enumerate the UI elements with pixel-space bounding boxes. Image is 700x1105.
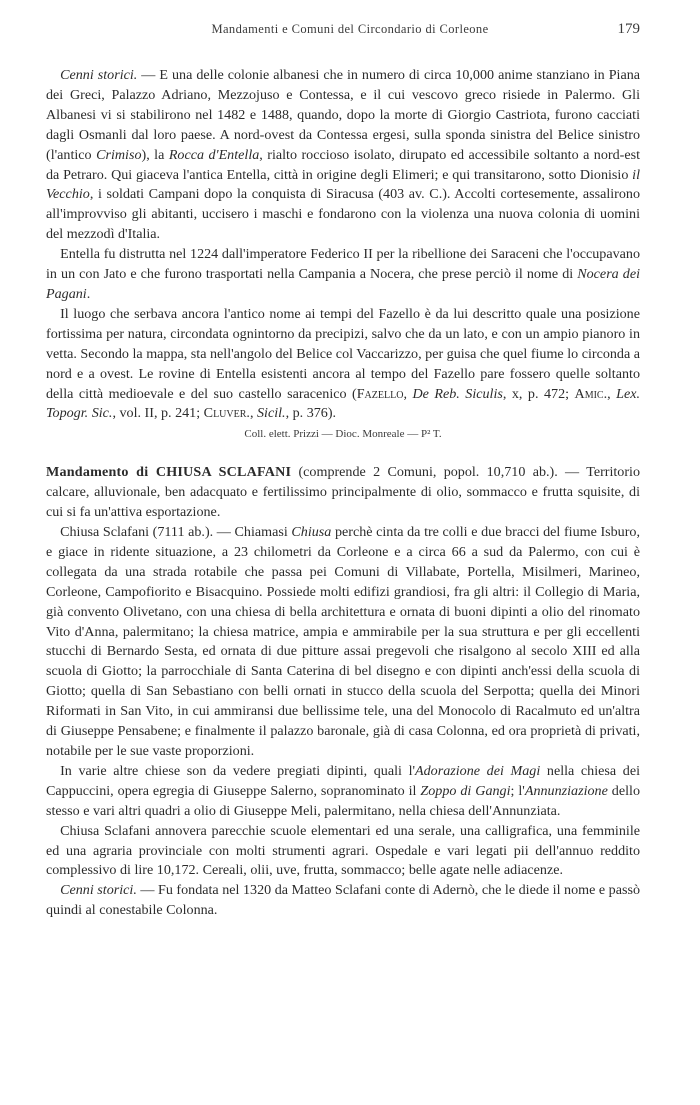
citation-author: Amic. — [574, 385, 608, 402]
paragraph-fazello — [46, 305, 640, 424]
text-span: , — [403, 385, 413, 402]
section-label: Cenni storici. — [60, 67, 138, 83]
text-span: ; l' — [510, 782, 525, 799]
italic-term: il Vecchio — [46, 166, 640, 203]
citation-author: Cluver. — [203, 405, 250, 422]
paragraph-paintings — [46, 762, 640, 822]
text-span: dello stesso e vari altri quadri a olio di Giuseppe Meli, palermitano, nella chiesa dell'Annunziata. — [46, 782, 640, 819]
text-span: , p. 376). — [285, 405, 337, 422]
italic-term: Zoppo di Gangi — [420, 782, 511, 799]
paragraph-mandamento-chiusa-sclafani — [46, 463, 640, 523]
text-span: ), la — [141, 146, 169, 163]
text-span: , rialto roccioso isolato, dirupato ed accessibile soltanto a nord-est da Petraro. Qui giaceva l'antica Entella, città in origine degli Elimeri; e qui transitarono, sotto Dionisio — [46, 146, 640, 183]
paragraph-chiusa-sclafani — [46, 523, 640, 762]
text-span: , vol. II, p. 241; — [112, 405, 204, 422]
italic-term: Chiusa — [291, 524, 332, 541]
citation-author: Fazello — [356, 385, 404, 402]
page-header — [0, 22, 700, 44]
text-span: perchè cinta da tre colli e due bracci del fiume Isburo, e giace in ridente situazione, a 23 chilometri da Corleone e a circa 66 a sud da Palermo, con cui è collegata da una strada rotabile che passa pei Comuni di Villabate, Portella, Misilmeri, Marineo, Corleone, Campofiorito e Bisacquino. Possiede molti edifizi grandiosi, fra gli altri: il Collegio di Maria, già convento Olivetano, con una chiesa di bella architettura e ornata di buoni dipinti a olio del rinomato Vito d'Anna, palermitano; la chiesa matrice, ampia e ammirabile per la sua struttura e per gli eccellenti stucchi di Bernardo Sesta, ed ornata di due pitture assai pregevoli che risalgono al secolo XIII ed alla scuola di Giotto; la parrocchiale di Santa Caterina di bel disegno e con dipinti anch'essi della scuola di Giotto; quella di San Sebastiano con belli ornati in stucco della scuola del Serpotta; quella dei Minori Riformati in San Vito, in cui ammiransi due bellissime tele, una del Monocolo di Racalmuto ed un'altra di Giuseppe Pensabene; e finalmente il palazzo baronale, già di casa Colonna, ed ora proprietà di privati, notabile per le sue vaste proporzioni. — [46, 524, 640, 759]
paragraph-historical-notes-chiusa — [46, 881, 640, 921]
text-span: , x, p. 472; — [502, 385, 575, 402]
italic-term: Adorazione dei Magi — [415, 762, 541, 779]
text-span: Entella fu distrutta nel 1224 dall'imperatore Federico II per la ribellione dei Saraceni che l'occupavano in un con Jato e che furono trasportati nella Campania a Nocera, che prese perciò il nome di — [46, 246, 640, 283]
italic-term: Annunziazione — [524, 782, 608, 799]
paragraph-historical-notes-contessa — [46, 66, 640, 245]
text-span: — E una delle colonie albanesi che in numero di circa 10,000 anime stanziano in Piana dei Greci, Palazzo Adriano, Mezzojuso e Contessa, e il cui vescovo greco risiede in Palermo. Gli Albanesi vi si stabilirono nel 1482 e 1488, quando, dopo la morte di Giorgio Castriota, furono cacciati dagli Osmanli dal loro paese. A nord-ovest da Contessa ergesi, sulla sponda sinistra del Belice sinistro (l'antico — [46, 67, 641, 163]
text-span: — Fu fondata nel 1320 da Matteo Sclafani conte di Adernò, che le diede il nome e passò quindi al conestabile Colonna. — [46, 882, 640, 919]
text-span: , — [249, 405, 257, 422]
running-head: Mandamenti e Comuni del Circondario di Corleone — [211, 22, 489, 36]
citation-title: Lex. Topogr. Sic. — [46, 385, 641, 422]
paragraph-schools — [46, 822, 640, 882]
electoral-credit-line: Coll. elett. Prizzi — Dioc. Monreale — P² T. — [244, 428, 442, 441]
text-span: Chiusa Sclafani annovera parecchie scuole elementari ed una serale, una calligrafica, una femminile ed una agraria provinciale con molti strumenti agrari. Ospedale e vari legati pii dell'annuo reddito complessivo di lire 10,172. Cereali, olii, uve, frutta, sommacco; belle agate nelle adiacenze. — [46, 822, 640, 879]
text-span: . — [86, 285, 91, 302]
italic-term: Crimiso — [96, 146, 142, 163]
section-label: Cenni storici. — [60, 882, 137, 899]
text-span: nella chiesa dei Cappuccini, opera egregia di Giuseppe Salerno, sopranominato il — [46, 762, 640, 799]
text-span: , — [607, 385, 617, 402]
section-heading: Mandamento di CHIUSA SCLAFANI — [46, 464, 292, 481]
citation-title: De Reb. Siculis — [412, 385, 503, 402]
text-span: Il luogo che serbava ancora l'antico nome ai tempi del Fazello è da lui descritto quale una posizione fortissima per natura, circondata ognintorno da precipizi, salvo che da un lato, e con un ampio pianoro in vetta. Secondo la mappa, sta nell'angolo del Belice col Vaccarizzo, per guisa che quel fiume lo circonda a nord e a ovest. Le rovine di Entella esistenti ancora al tempo del Fazello pare fossero quelle soltanto della città medioevale e del suo castello saracenico ( — [46, 305, 640, 402]
paragraph-entella — [46, 245, 640, 305]
text-span: (comprende 2 Comuni, popol. 10,710 ab.). — Territorio calcare, alluvionale, ben adacquato e fertilissimo principalmente di olio, sommacco e frutta squisite, di cui si fa un'attiva esportazione. — [46, 464, 640, 521]
citation-title: Sicil. — [256, 405, 286, 422]
italic-term: Nocera dei Pagani — [46, 266, 640, 302]
text-span: In varie altre chiese son da vedere pregiati dipinti, quali l' — [60, 762, 416, 779]
text-span: Chiusa Sclafani (7111 ab.). — Chiamasi — [60, 524, 292, 541]
italic-term: Rocca d'Entella — [168, 146, 260, 163]
page-number: 179 — [617, 21, 640, 37]
body-text — [46, 66, 640, 921]
text-span: , i soldati Campani dopo la conquista di Siracusa (403 av. C.). Accolti cortesemente, assalirono all'improvviso gli abitanti, uccisero i maschi e fondarono con la violenza una nuova colonia di uomini del mezzodì d'Italia. — [46, 186, 640, 243]
